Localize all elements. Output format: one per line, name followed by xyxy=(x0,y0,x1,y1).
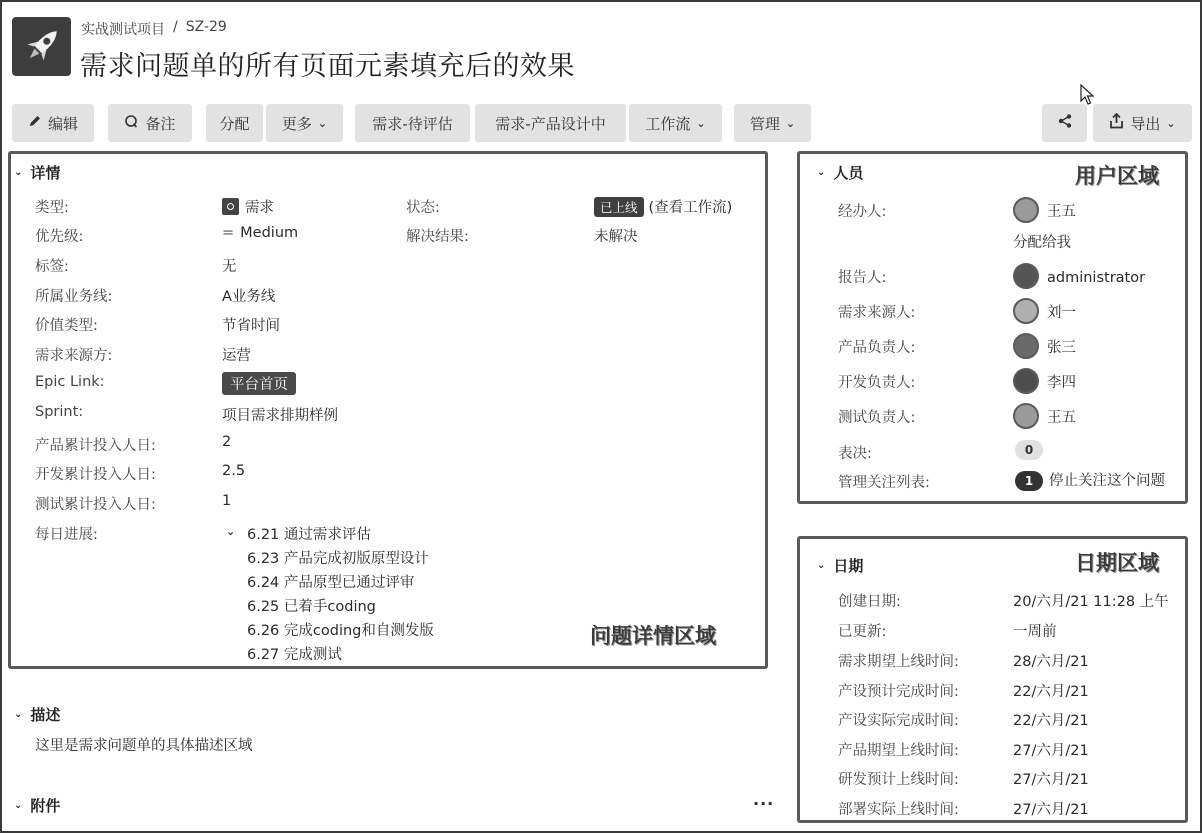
admin-label: 管理 xyxy=(749,114,780,133)
transition-design-button[interactable]: 需求-产品设计中 xyxy=(475,104,626,142)
epic-link-badge[interactable]: 平台首页 xyxy=(222,372,296,395)
issue-toolbar xyxy=(12,104,1192,142)
requirement-type-icon xyxy=(222,198,239,215)
dev-owner-label: 开发负责人: xyxy=(838,375,916,391)
labels-label: 标签: xyxy=(35,259,69,275)
people-heading: 人员 xyxy=(833,164,864,182)
details-section-header[interactable] xyxy=(14,162,60,183)
requirement-source-person-value[interactable] xyxy=(1013,298,1076,324)
test-owner-label: 测试负责人: xyxy=(838,410,916,426)
resolution-value: 未解决 xyxy=(594,229,638,245)
description-section-header[interactable] xyxy=(14,704,60,725)
product-days-value: 2 xyxy=(222,434,232,450)
priority-label: 优先级: xyxy=(35,229,84,245)
dev-planned-label: 研发预计上线时间: xyxy=(838,772,959,788)
expected-online-label: 需求期望上线时间: xyxy=(838,654,959,670)
dev-owner-value[interactable] xyxy=(1013,368,1076,394)
requirement-source-label: 需求来源方: xyxy=(35,348,113,364)
expected-online-value: 28/六月/21 xyxy=(1013,654,1089,670)
progress-item: 6.23 产品完成初版原型设计 xyxy=(247,551,429,567)
deploy-actual-label: 部署实际上线时间: xyxy=(838,802,959,818)
epic-link-label: Epic Link: xyxy=(35,374,105,390)
progress-item: 6.27 完成测试 xyxy=(247,647,342,663)
priority-value xyxy=(222,225,298,241)
epic-link-value xyxy=(222,372,296,395)
assignee-label: 经办人: xyxy=(838,204,887,220)
requirement-source-person-label: 需求来源人: xyxy=(838,305,916,321)
workflow-button[interactable] xyxy=(629,104,722,142)
project-rocket-icon[interactable] xyxy=(12,17,71,76)
votes-label: 表决: xyxy=(838,446,872,462)
product-days-label: 产品累计投入人日: xyxy=(35,438,156,454)
dates-region-annotation: 日期区域 xyxy=(1075,551,1159,575)
watchers-count-badge: 1 xyxy=(1015,471,1043,491)
priority-medium-icon: = xyxy=(222,225,235,241)
attachments-more-icon[interactable]: ··· xyxy=(753,794,775,813)
status-badge: 已上线 xyxy=(594,197,644,217)
people-region-annotation: 用户区域 xyxy=(1075,164,1159,188)
business-line-label: 所属业务线: xyxy=(35,289,113,305)
chevron-down-icon: ⌄ xyxy=(14,800,23,811)
type-value xyxy=(222,196,274,217)
edit-label: 编辑 xyxy=(47,114,78,133)
resolution-label: 解决结果: xyxy=(406,229,469,245)
dev-planned-value: 27/六月/21 xyxy=(1013,772,1089,788)
avatar xyxy=(1013,298,1039,324)
description-text[interactable]: 这里是需求问题单的具体描述区域 xyxy=(35,738,253,754)
reporter-label: 报告人: xyxy=(838,270,887,286)
watchers-label: 管理关注列表: xyxy=(838,475,930,491)
avatar xyxy=(1013,197,1039,223)
chevron-down-icon: ⌄ xyxy=(317,116,328,130)
avatar xyxy=(1013,368,1039,394)
test-owner-name: 王五 xyxy=(1047,410,1076,426)
dev-days-label: 开发累计投入人日: xyxy=(35,467,156,483)
sprint-label: Sprint: xyxy=(35,404,84,420)
chevron-down-icon: ⌄ xyxy=(14,167,23,178)
design-planned-label: 产设预计完成时间: xyxy=(838,684,959,700)
deploy-actual-value: 27/六月/21 xyxy=(1013,802,1089,818)
comment-button[interactable] xyxy=(108,104,192,142)
updated-label: 已更新: xyxy=(838,624,887,640)
test-days-label: 测试累计投入人日: xyxy=(35,497,156,513)
status-label: 状态: xyxy=(406,200,440,216)
product-owner-name: 张三 xyxy=(1047,340,1076,356)
view-workflow-link[interactable]: (查看工作流) xyxy=(648,200,733,216)
progress-item: 6.24 产品原型已通过评审 xyxy=(247,575,415,591)
business-line-value: A业务线 xyxy=(222,289,276,305)
reporter-value[interactable] xyxy=(1013,263,1145,289)
design-planned-value: 22/六月/21 xyxy=(1013,684,1089,700)
transition-eval-button[interactable]: 需求-待评估 xyxy=(355,104,470,142)
labels-value: 无 xyxy=(222,259,237,275)
requirement-source-value: 运营 xyxy=(222,348,251,364)
description-heading: 描述 xyxy=(30,706,61,724)
export-icon xyxy=(1109,113,1124,133)
more-label: 更多 xyxy=(281,114,312,133)
breadcrumb-separator: / xyxy=(173,19,178,35)
progress-item: 6.25 已着手coding xyxy=(247,599,376,615)
details-heading: 详情 xyxy=(30,164,61,182)
product-owner-label: 产品负责人: xyxy=(838,340,916,356)
progress-collapse-toggle[interactable] xyxy=(226,523,235,539)
updated-value: 一周前 xyxy=(1013,624,1057,640)
chevron-down-icon: ⌄ xyxy=(817,167,826,178)
type-label: 类型: xyxy=(35,200,69,216)
chevron-down-icon: ⌄ xyxy=(1166,116,1176,130)
daily-progress-label: 每日进展: xyxy=(35,527,98,543)
priority-text: Medium xyxy=(240,225,299,241)
assignee-name: 王五 xyxy=(1047,204,1076,220)
more-button[interactable] xyxy=(266,104,343,142)
details-region-annotation: 问题详情区域 xyxy=(590,624,716,648)
avatar xyxy=(1013,333,1039,359)
export-label: 导出 xyxy=(1130,114,1161,133)
chevron-down-icon: ⌄ xyxy=(226,525,236,538)
value-type-label: 价值类型: xyxy=(35,318,98,334)
votes-count-badge: 0 xyxy=(1015,440,1043,460)
progress-item: 6.26 完成coding和自测发版 xyxy=(247,623,434,639)
workflow-label: 工作流 xyxy=(645,114,691,133)
admin-button[interactable] xyxy=(734,104,811,142)
dates-section-header[interactable] xyxy=(817,555,863,576)
product-expected-value: 27/六月/21 xyxy=(1013,743,1089,759)
avatar xyxy=(1013,403,1039,429)
progress-item: 6.21 通过需求评估 xyxy=(247,527,371,543)
votes-value[interactable] xyxy=(1015,440,1043,460)
assignee-value[interactable] xyxy=(1013,197,1076,223)
watchers-value[interactable] xyxy=(1015,469,1185,491)
design-actual-value: 22/六月/21 xyxy=(1013,713,1089,729)
chevron-down-icon: ⌄ xyxy=(817,560,826,571)
comment-label: 备注 xyxy=(145,114,176,133)
attachments-heading: 附件 xyxy=(30,797,61,815)
chevron-down-icon: ⌄ xyxy=(14,709,23,720)
design-actual-label: 产设实际完成时间: xyxy=(838,713,959,729)
stop-watching-link[interactable]: 停止关注这个问题 xyxy=(1049,473,1165,489)
breadcrumb-issue-key[interactable]: SZ-29 xyxy=(185,19,227,35)
assign-button[interactable]: 分配 xyxy=(206,104,263,142)
share-icon xyxy=(1057,113,1073,133)
chevron-down-icon: ⌄ xyxy=(696,116,706,130)
pencil-icon xyxy=(28,114,42,132)
requirement-source-person-name: 刘一 xyxy=(1047,305,1076,321)
reporter-name: administrator xyxy=(1047,270,1146,286)
created-date-value: 20/六月/21 11:28 上午 xyxy=(1013,594,1169,610)
attachments-section-header[interactable] xyxy=(14,795,60,816)
product-owner-value[interactable] xyxy=(1013,333,1076,359)
share-button[interactable] xyxy=(1042,104,1087,142)
assign-to-me-link[interactable]: 分配给我 xyxy=(1013,235,1071,251)
breadcrumb xyxy=(81,19,227,39)
people-section-header[interactable] xyxy=(817,162,863,183)
page-title: 需求问题单的所有页面元素填充后的效果 xyxy=(80,51,575,82)
created-date-label: 创建日期: xyxy=(838,594,901,610)
dates-heading: 日期 xyxy=(833,557,864,575)
dev-owner-name: 李四 xyxy=(1047,375,1076,391)
export-button[interactable] xyxy=(1093,104,1192,142)
comment-icon xyxy=(124,114,139,133)
status-value xyxy=(594,196,732,217)
product-expected-label: 产品期望上线时间: xyxy=(838,743,959,759)
test-days-value: 1 xyxy=(222,493,232,509)
dev-days-value: 2.5 xyxy=(222,463,246,479)
test-owner-value[interactable] xyxy=(1013,403,1076,429)
sprint-value[interactable]: 项目需求排期样例 xyxy=(222,408,338,424)
edit-button[interactable] xyxy=(12,104,94,142)
avatar xyxy=(1013,263,1039,289)
value-type-value: 节省时间 xyxy=(222,318,280,334)
type-text: 需求 xyxy=(245,200,274,216)
breadcrumb-project[interactable]: 实战测试项目 xyxy=(81,22,165,38)
chevron-down-icon: ⌄ xyxy=(785,116,796,130)
